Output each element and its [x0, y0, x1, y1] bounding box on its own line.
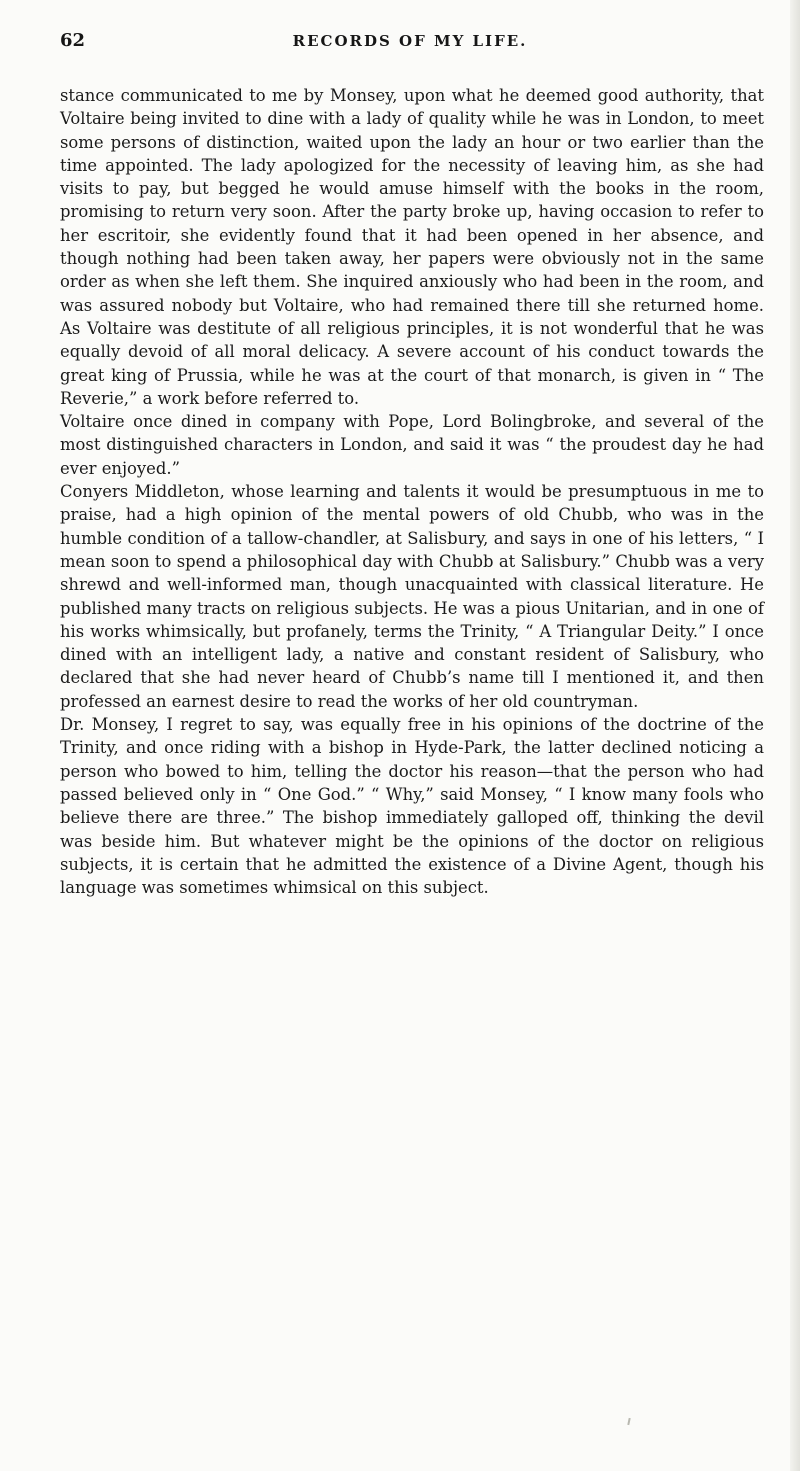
body-text [60, 84, 764, 899]
paragraph: Conyers Middleton, whose learning and talents it would be presumptuous in me to praise, had a high opinion of the mental powers of old Chubb, who was in the humble condition of a tallow-chandler, at Salisbury, and says in one of his letters, “ I mean soon to spend a philosophical day with Chubb at Salisbury.” Chubb was a very shrewd and well-informed man, though unacquainted with classical literature. He published many tracts on religious subjects. He was a pious Unitarian, and in one of his works whimsically, but profanely, terms the Trinity, “ A Triangular Deity.” I once dined with an intelligent lady, a native and constant resident of Salisbury, who declared that she had never heard of Chubb’s name till I mentioned it, and then professed an earnest desire to read the works of her old countryman. [60, 482, 764, 711]
running-head: RECORDS OF MY LIFE. [292, 32, 528, 50]
paragraph: Dr. Monsey, I regret to say, was equally free in his opinions of the doctrine of the Trinity, and once riding with a bishop in Hyde-Park, the latter declined noticing a person who bowed to him, telling the doctor his reason—that the person who had passed believed only in “ One God.” “ Why,” said Monsey, “ I know many fools who believe there are three.” The bishop immediately galloped off, thinking the devil was beside him. But whatever might be the opinions of the doctor on religious subjects, it is certain that he admitted the existence of a Divine Agent, though his language was sometimes whimsical on this subject. [60, 715, 764, 898]
ink-speck [627, 1418, 630, 1425]
page-edge [790, 0, 800, 1471]
paragraph: stance communicated to me by Monsey, upon what he deemed good authority, that Voltaire being invited to dine with a lady of quality while he was in London, to meet some persons of distinction, waited upon the lady an hour or two earlier than the time appointed. The lady apologized for the necessity of leaving him, as she had visits to pay, but begged he would amuse himself with the books in the room, promising to return very soon. After the party broke up, having occasion to refer to her escritoir, she evidently found that it had been opened in her absence, and though nothing had been taken away, her papers were obviously not in the same order as when she left them. She inquired anxiously who had been in the room, and was assured nobody but Voltaire, who had remained there till she returned home. As Voltaire was destitute of all religious principles, it is not wonderful that he was equally devoid of all moral delicacy. A severe account of his conduct towards the great king of Prussia, while he was at the court of that monarch, is given in “ The Reverie,” a work before referred to. [60, 86, 764, 408]
page-number: 62 [60, 30, 86, 51]
page-header [60, 30, 760, 54]
paragraph: Voltaire once dined in company with Pope, Lord Bolingbroke, and several of the most distinguished characters in London, and said it was “ the proudest day he had ever enjoyed.” [60, 412, 764, 478]
